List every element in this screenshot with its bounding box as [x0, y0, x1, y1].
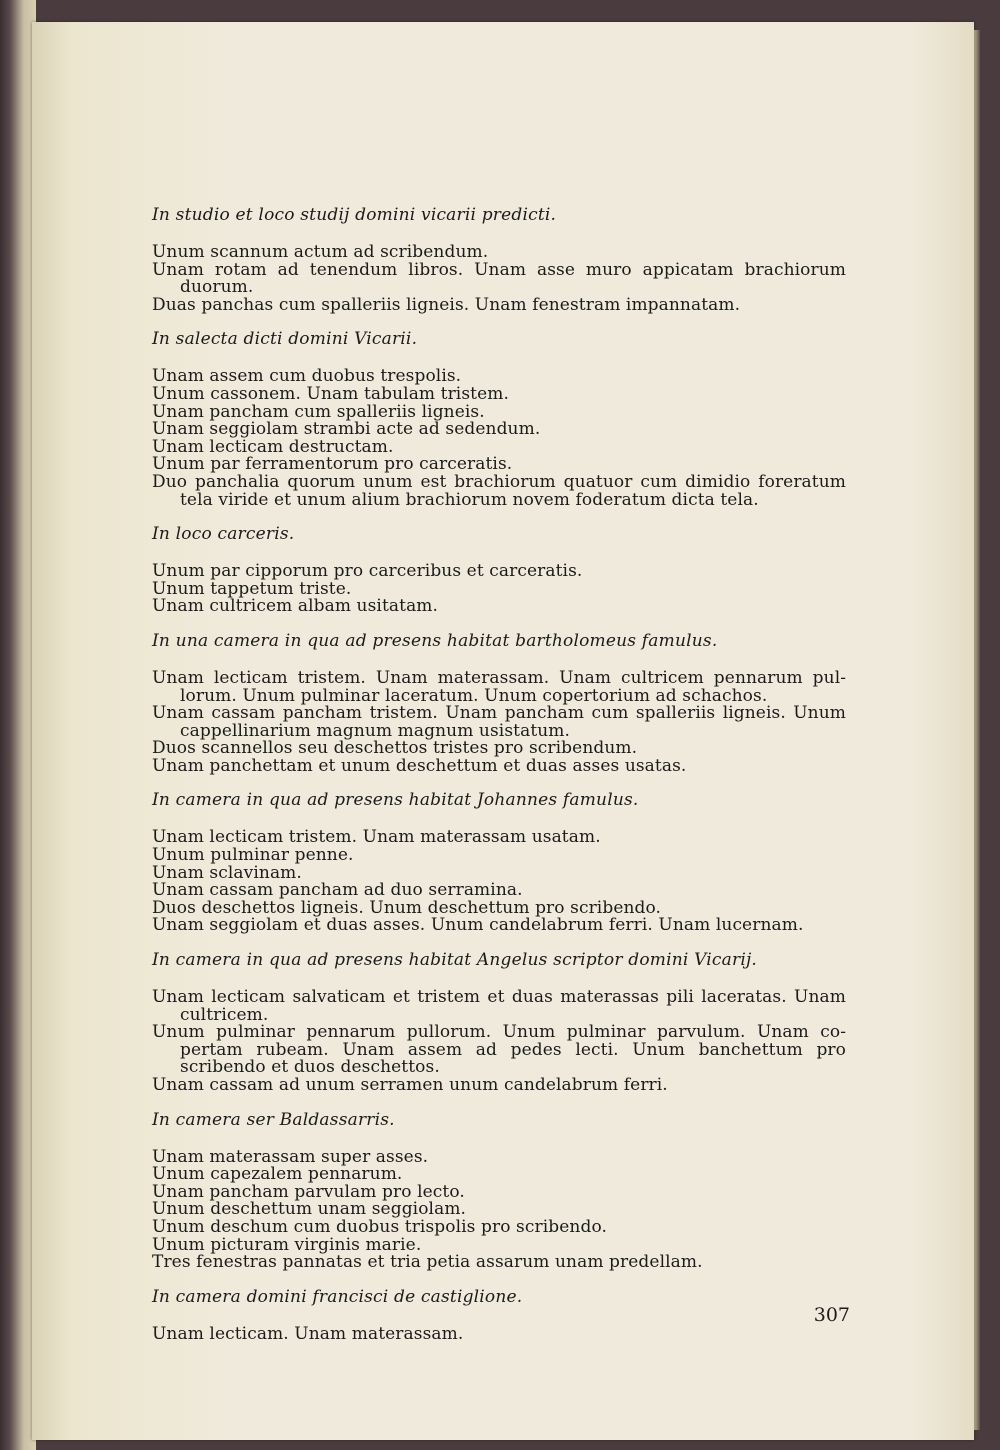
inventory-section — [152, 791, 846, 935]
inventory-entry: Unam seggiolam strambi acte ad sedendum. — [152, 419, 541, 440]
page-number: 307 — [813, 1304, 850, 1326]
inventory-section — [152, 525, 846, 616]
inventory-entry: Duo panchalia quorum unum est brachiorum quatuor cum dimidio foreratum tela viride et unum alium brachiorum novem foderatum dicta tela. — [152, 471, 846, 510]
inventory-section — [152, 632, 846, 776]
inventory-entry: Unam lecticam. Unam materassam. — [152, 1323, 464, 1344]
section-heading: In camera domini francisci de castiglione. — [152, 1286, 523, 1307]
inventory-entry: Duas panchas cum spalleriis ligneis. Unam fenestram impannatam. — [152, 294, 741, 315]
page-content — [152, 206, 846, 1359]
inventory-entry: Duos deschettos ligneis. Unum deschettum pro scribendo. — [152, 897, 662, 918]
inventory-entry: Unum picturam virginis marie. — [152, 1234, 422, 1255]
inventory-entry: Unam seggiolam et duas asses. Unum candelabrum ferri. Unam lucernam. — [152, 915, 804, 936]
book-binding-left — [0, 0, 36, 1450]
inventory-entry: Unam assem cum duobus trespolis. — [152, 366, 462, 387]
inventory-entry: Unam cassam pancham ad duo serramina. — [152, 880, 523, 901]
inventory-entry: Unum deschettum unam seggiolam. — [152, 1199, 467, 1220]
inventory-entry: Unam materassam super asses. — [152, 1146, 429, 1167]
inventory-entry: Unam pancham cum spalleriis ligneis. — [152, 401, 485, 422]
inventory-entry: Unum scannum actum ad scribendum. — [152, 242, 489, 262]
inventory-entry: Unum tappetum triste. — [152, 578, 352, 599]
inventory-section — [152, 1111, 846, 1272]
inventory-section — [152, 1288, 846, 1344]
section-heading: In salecta dicti domini Vicarii. — [152, 329, 418, 350]
inventory-entry: Unam pancham parvulam pro lecto. — [152, 1181, 465, 1202]
inventory-entry: Unum capezalem pennarum. — [152, 1164, 403, 1185]
inventory-entry: Unam cultricem albam usitatam. — [152, 596, 439, 617]
inventory-entry: Unam cassam ad unum serramen unum candelabrum ferri. — [152, 1075, 668, 1095]
inventory-entry: Unam rotam ad tenendum libros. Unam asse muro appicatam brachiorum duorum. — [152, 259, 846, 298]
section-heading: In loco carceris. — [152, 524, 295, 545]
inventory-entry: Unam lecticam tristem. Unam materassam usatam. — [152, 827, 601, 848]
section-heading: In camera ser Baldassarris. — [152, 1109, 395, 1130]
inventory-entry: Unum par cipporum pro carceribus et carceratis. — [152, 561, 583, 582]
inventory-entry: Unam lecticam salvaticam et tristem et duas materassas pili laceratas. Unam cultricem. — [152, 987, 846, 1025]
inventory-entry: Unam lecticam destructam. — [152, 436, 394, 457]
section-heading: In camera in qua ad presens habitat Angelus scriptor domini Vicarij. — [152, 950, 758, 971]
inventory-entry: Unum cassonem. Unam tabulam tristem. — [152, 383, 509, 404]
section-heading: In studio et loco studij domini vicarii predicti. — [152, 205, 557, 225]
inventory-entry: Unum pulminar penne. — [152, 845, 354, 866]
inventory-entry: Unam lecticam tristem. Unam materassam. Unam cultricem pennarum pullorum. Unum pulminar laceratum. Unum copertorium ad schachos. — [152, 667, 846, 706]
inventory-entry: Unam sclavinam. — [152, 862, 302, 883]
inventory-entry: Tres fenestras pannatas et tria petia assarum unam predellam. — [152, 1252, 703, 1273]
inventory-entry: Unam panchettam et unum deschettum et duas asses usatas. — [152, 755, 687, 776]
inventory-entry: Unam cassam pancham tristem. Unam pancham cum spalleriis ligneis. Unum cappellinarium magnum magnum usistatum. — [152, 703, 846, 741]
section-heading: In camera in qua ad presens habitat Johannes famulus. — [152, 790, 639, 811]
inventory-entry: Unum par ferramentorum pro carceratis. — [152, 454, 513, 475]
inventory-entry: Unum pulminar pennarum pullorum. Unum pulminar parvulum. Unam copertam rubeam. Unam assem ad pedes lecti. Unum banchettum pro scribendo et duos deschettos. — [152, 1022, 846, 1078]
inventory-section — [152, 951, 846, 1095]
inventory-entry: Duos scannellos seu deschettos tristes pro scribendum. — [152, 738, 638, 759]
inventory-section — [152, 330, 846, 509]
inventory-section — [152, 206, 846, 314]
inventory-entry: Unum deschum cum duobus trispolis pro scribendo. — [152, 1216, 607, 1237]
section-heading: In una camera in qua ad presens habitat bartholomeus famulus. — [152, 630, 718, 651]
